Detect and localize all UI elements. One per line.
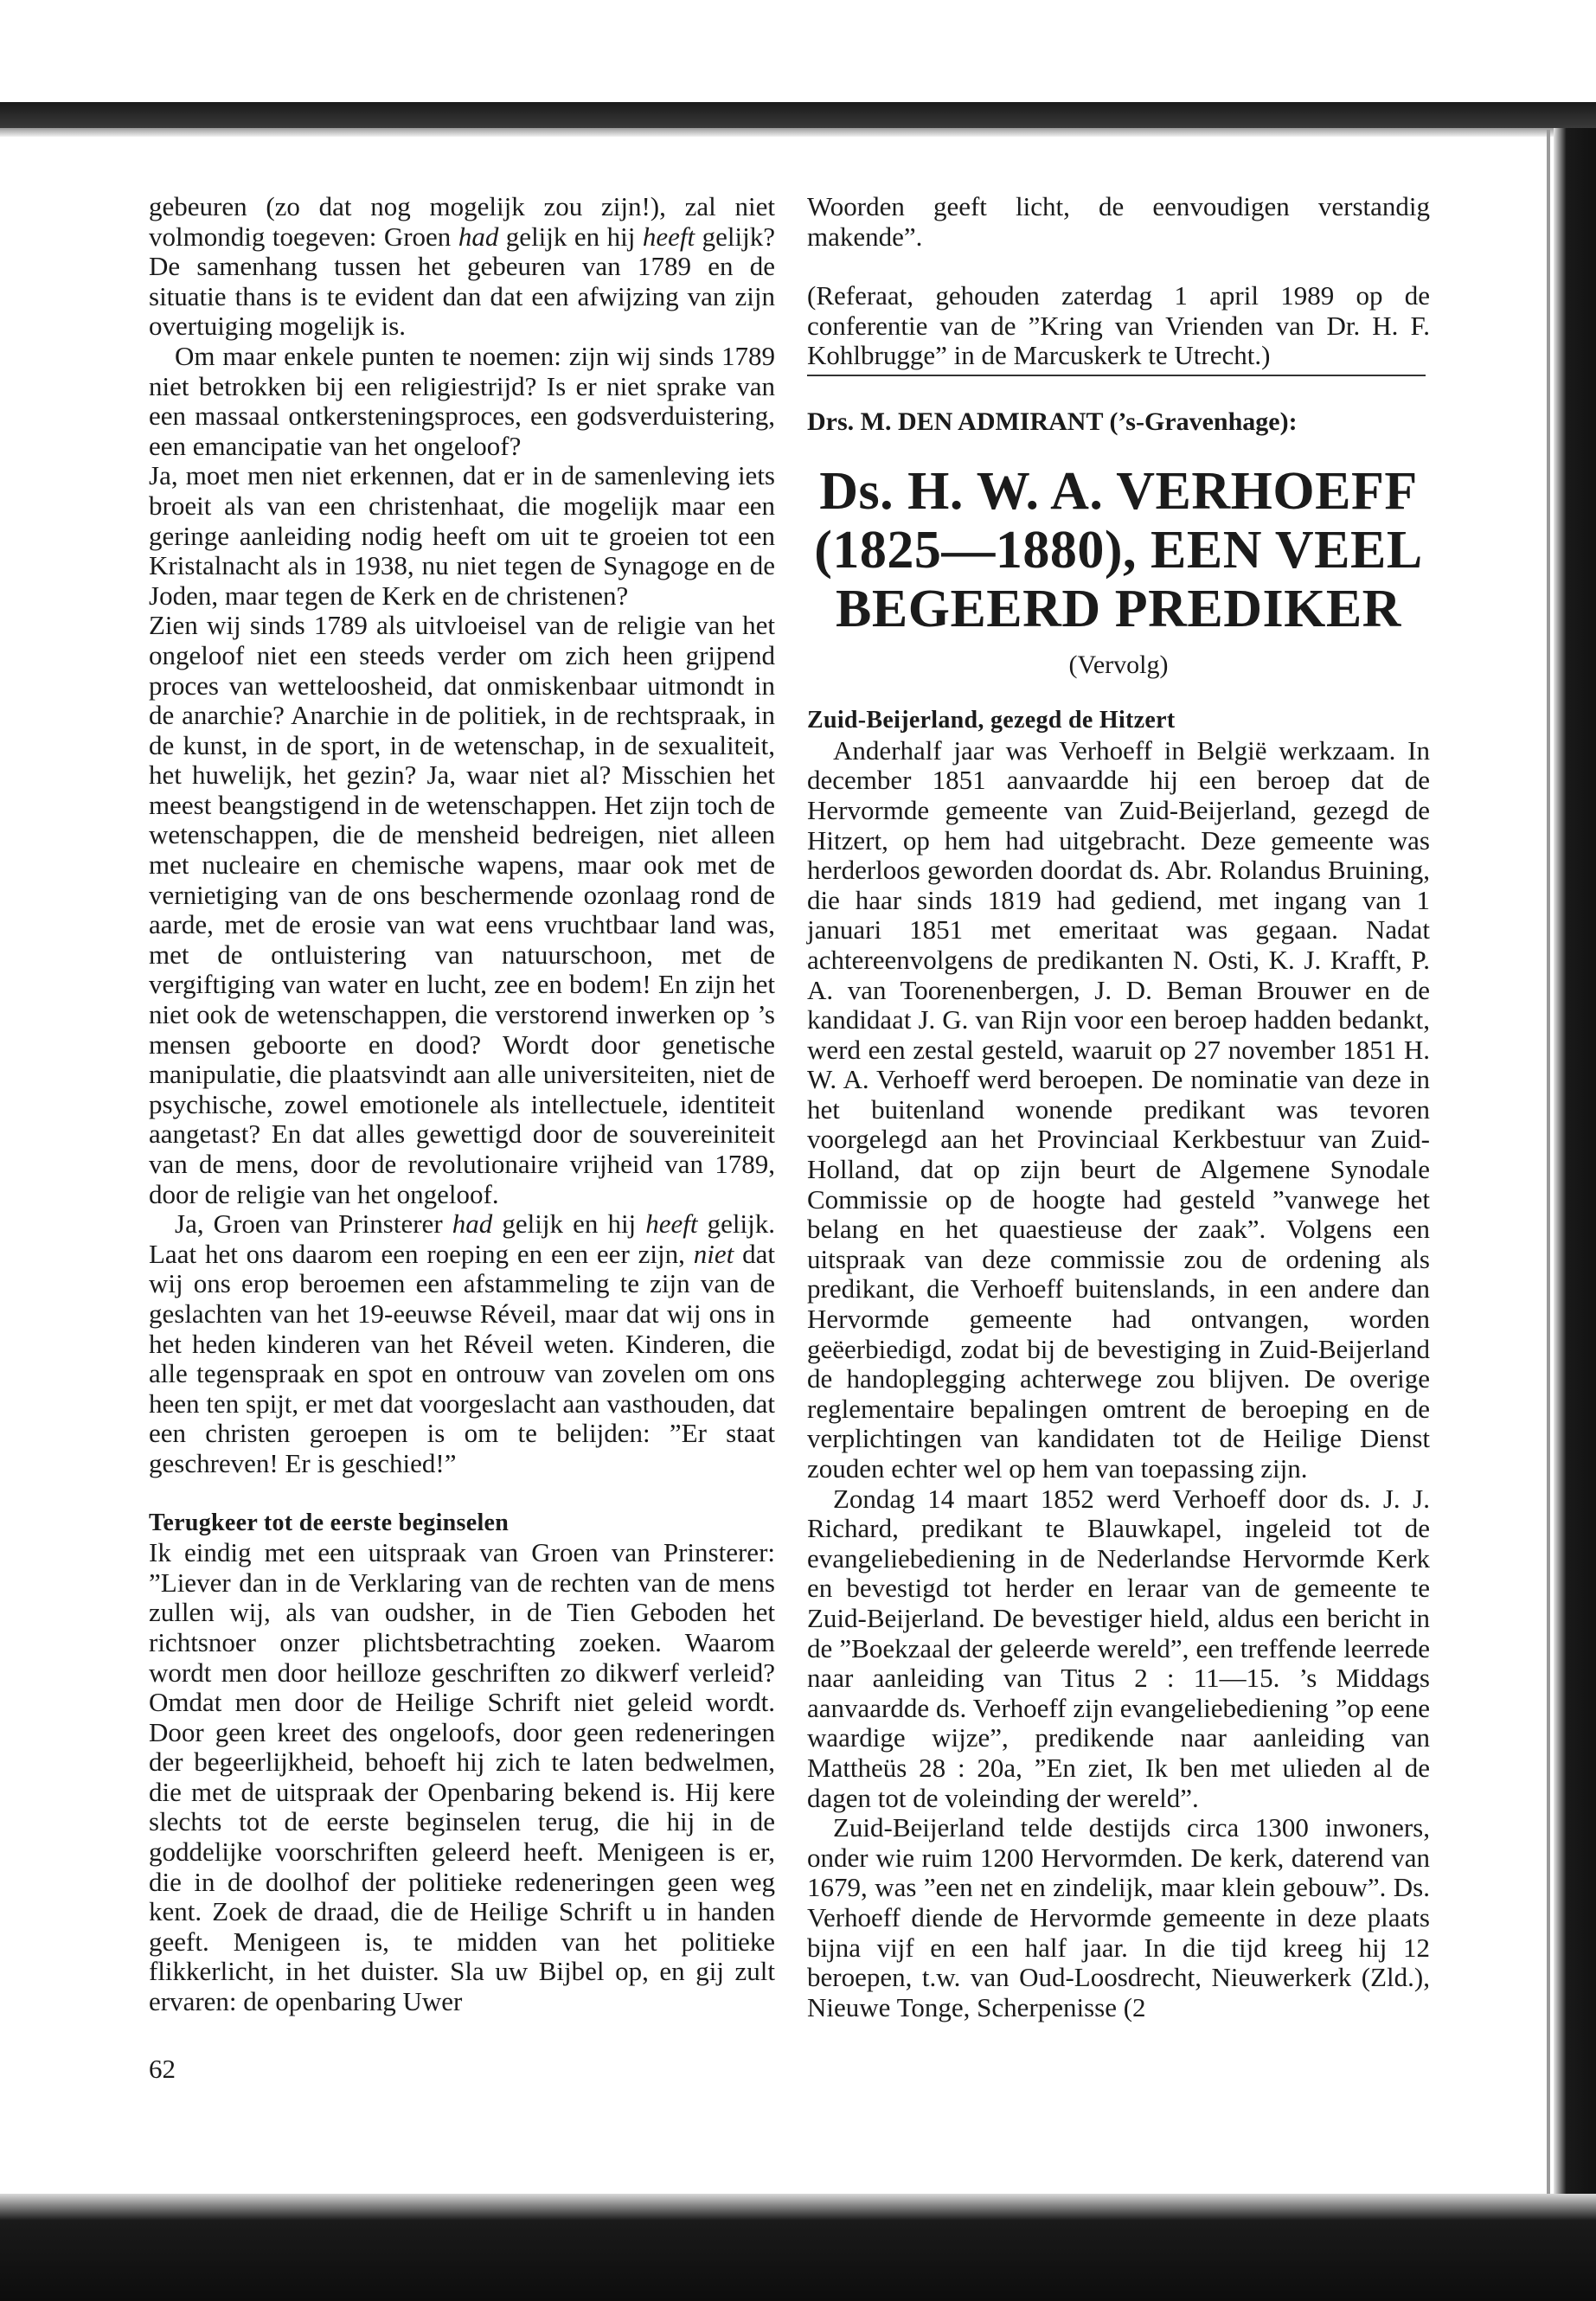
scan-border-top	[0, 102, 1596, 128]
right-paragraph-5: Zuid-Beijerland telde destijds circa 1300 inwoners, onder wie ruim 1200 Hervormden. De kerk, daterend van 1679, was ”een net en zindelijk, maar klein gebouw”. Ds. Verhoeff diende de Hervormde gemeente in deze plaats bijna vijf en een half jaar. In die tijd kreeg hij 12 beroepen, t.w. van Oud-Loosdrecht, Nieuwerkerk (Zld.), Nieuwe Tonge, Scherpenisse (2	[807, 1812, 1430, 2022]
right-subheading: Zuid-Beijerland, gezegd de Hitzert	[807, 707, 1176, 734]
right-paragraph-3: Anderhalf jaar was Verhoeff in België werkzaam. In december 1851 aanvaardde hij een beroep dat de Hervormde gemeente van Zuid-Beijerland, gezegd de Hitzert, op hem had uitgebracht. Deze gemeente was herderloos geworden doordat ds. Abr. Rolandus Bruining, die haar sinds 1819 had gediend, met ingang van 1 januari 1851 met emeritaat was gegaan. Nadat achtereenvolgens de predikanten N. Osti, K. J. Krafft, P. A. van Toorenenbergen, J. D. Beman Brouwer en de kandidaat J. G. van Rijn voor een beroep hadden bedankt, werd een zestal gesteld, waaruit op 27 november 1851 H. W. A. Verhoeff werd beroepen. De nominatie van deze in het buitenland wonende predikant was tevoren voorgelegd aan het Provinciaal Kerkbestuur van Zuid-Holland, dat op zijn beurt de Algemene Synodale Commissie op de hoogte had gesteld ”vanwege het belang en het quaestieuse der zaak”. Volgens een uitspraak van deze commissie zou de ordening als predikant, die Verhoeff buitenslands, in een andere dan Hervormde gemeente had ontvangen, worden geëerbiedigd, zodat bij de bevestiging in Zuid-Beijerland de handoplegging achterwege zou blijven. De overige reglementaire bepalingen omtrent de beroeping en de verplichtingen van kandidaten tot de Heilige Dienst zouden echter wel op hem van toepassing zijn.	[807, 734, 1430, 1484]
left-paragraph-4: Zien wij sinds 1789 als uitvloeisel van de religie van het ongeloof niet een steeds verder om zich heen grijpend proces van wetteloosheid, dat onmiskenbaar uitmondt in de anarchie? Anarchie in de politiek, in de rechtspraak, in de kunst, in de sport, in de wetenschap, in de sexualiteit, het huwelijk, het gezin? Ja, waar niet al? Misschien het meest beangstigend in de wetenschappen. Het zijn toch de wetenschappen, die de mensheid bedreigen, niet alleen met nucleaire en chemische wapens, maar ook met de vernietiging van de ons beschermende ozonlaag rond de aarde, met de erosie van wat eens vruchtbaar land was, met de ontluistering van natuurschoon, met de vergiftiging van water en lucht, zee en bodem! En zijn het niet ook de wetenschappen, die verstorend inwerken op ’s mensen geboorte en dood? Wordt door genetische manipulatie, die plaatsvindt aan alle universiteiten, niet de psychische, zowel emotionele als intellectuele, identiteit aangetast? En dat alles gewettigd door de souvereiniteit van de mens, door de revolutionaire vrijheid van 1789, door de religie van het ongeloof.	[149, 610, 775, 1209]
right-paragraph-1: Woorden geeft licht, de eenvoudigen verstandig makende”.	[807, 191, 1430, 252]
section-divider	[807, 375, 1426, 376]
article-title	[807, 462, 1430, 638]
right-paragraph-2: (Referaat, gehouden zaterdag 1 april 1989 op de conferentie van de ”Kring van Vrienden van Dr. H. F. Kohlbrugge” in de Marcuskerk te Utrecht.)	[807, 280, 1430, 371]
scan-border-top-shade	[0, 128, 1596, 137]
title-line-2: (1825—1880), EEN VEEL	[814, 520, 1423, 580]
left-paragraph-2: Om maar enkele punten te noemen: zijn wij sinds 1789 niet betrokken bij een religiestrijd? Is er niet sprake van een massaal ontkersteningsproces, een godsverduistering, een emancipatie van het ongeloof?	[149, 340, 775, 461]
title-line-1: Ds. H. W. A. VERHOEFF	[819, 461, 1418, 521]
scan-border-right-edge	[1547, 130, 1550, 2194]
right-column	[807, 192, 1430, 2022]
title-line-3: BEGEERD PREDIKER	[836, 579, 1401, 638]
left-paragraph-1: gebeuren (zo dat nog mogelijk zou zijn!), zal niet volmondig toegeven: Groen had gelijk en hij heeft gelijk? De samenhang tussen het gebeuren van 1789 en de situatie thans is te evident dan dat een afwijzing van zijn overtuiging mogelijk is.	[149, 191, 775, 342]
scan-border-bottom	[0, 2194, 1596, 2301]
left-subheading: Terugkeer tot de eerste beginselen	[149, 1509, 510, 1536]
left-column	[149, 192, 775, 2017]
left-paragraph-6: Ik eindig met een uitspraak van Groen van Prinsterer: ”Liever dan in de Verklaring van de rechten van de mens zullen wij, als van oudsher, in de Tien Geboden het richtsnoer onzer plichtsbetrachting zoeken. Waarom wordt men door heilloze geschriften zo dikwerf verleid? Omdat men door de Heilige Schrift niet geleid wordt. Door geen kreet des ongeloofs, door geen redeneringen der begeerlijkheid, behoeft hij zich te laten bedwelmen, die met de uitspraak der Openbaring bekend is. Hij kere slechts tot de eerste beginselen terug, die hij in de goddelijke voorschriften geleerd heeft. Menigeen is er, die in de doolhof der politieke redeneringen geen weg kent. Zoek de draad, die de Heilige Schrift u in handen geeft. Menigeen is, te midden van het politieke flikkerlicht, in het duister. Sla uw Bijbel op, en gij zult ervaren: de openbaring Uwer	[149, 1537, 775, 2017]
left-paragraph-3: Ja, moet men niet erkennen, dat er in de samenleving iets broeit als van een christenhaat, die mogelijk maar een geringe aanleiding nodig heeft om uit te groeien tot een Kristalnacht als in 1938, nu niet tegen de Synagoge en de Joden, maar tegen de Kerk en de christenen?	[149, 460, 775, 611]
page-number: 62	[149, 2054, 176, 2084]
scan-border-right	[1554, 128, 1596, 2194]
right-paragraph-4: Zondag 14 maart 1852 werd Verhoeff door ds. J. J. Richard, predikant te Blauwkapel, ingeleid tot de evangeliebediening in de Nederlandse Hervormde Kerk en bevestigd tot herder en leraar van de gemeente te Zuid-Beijerland. De bevestiger hield, aldus een bericht in de ”Boekzaal der geleerde wereld”, een treffende leerrede naar aanleiding van Titus 2 : 11—15. ’s Middags aanvaardde ds. Verhoeff zijn evangeliebediening ”op eene waardige wijze”, predikende naar aanleiding van Mattheüs 28 : 20a, ”En ziet, Ik ben met ulieden al de dagen tot de voleinding der wereld”.	[807, 1483, 1430, 1813]
left-paragraph-5: Ja, Groen van Prinsterer had gelijk en hij heeft gelijk. Laat het ons daarom een roeping en een eer zijn, niet dat wij ons erop beroemen een afstammeling te zijn van de geslachten van het 19-eeuwse Réveil, maar dat wij ons in het heden kinderen van het Réveil weten. Kinderen, die alle tegenspraak en spot en ontrouw van zovelen om ons heen ten spijt, er met dat voorgeslacht aan vasthouden, dat een christen geroepen is om te belijden: ”Er staat geschreven! Er is geschied!”	[149, 1208, 775, 1478]
article-author: Drs. M. DEN ADMIRANT (’s-Gravenhage):	[807, 407, 1298, 436]
continued-label: (Vervolg)	[1068, 650, 1169, 679]
